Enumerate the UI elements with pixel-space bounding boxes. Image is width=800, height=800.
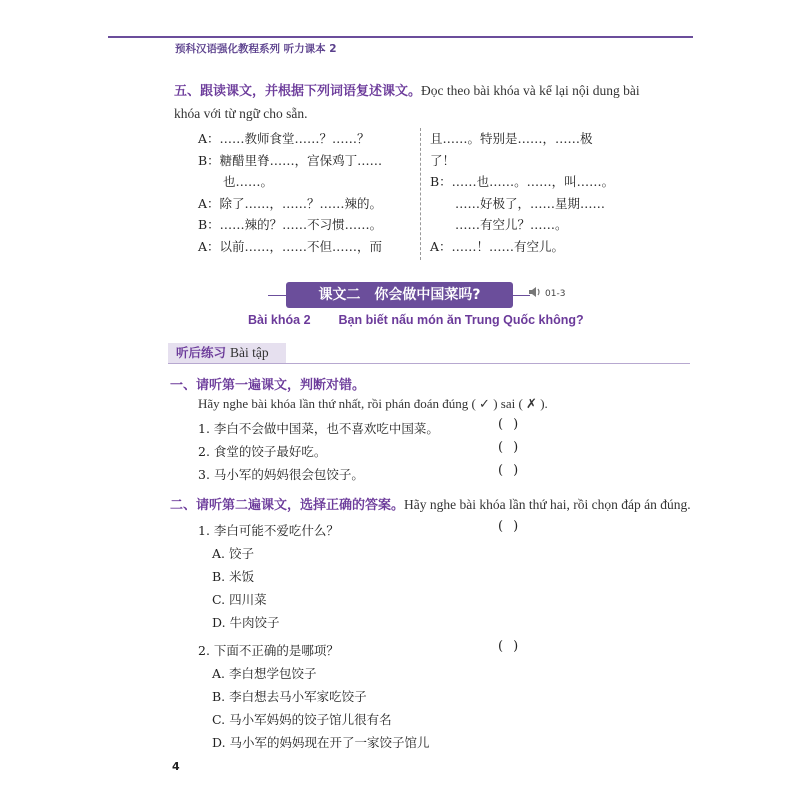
dialog-line: A：……！……有空儿。 bbox=[430, 238, 565, 254]
answer-blank[interactable]: () bbox=[498, 463, 529, 478]
section-5-title-cn: 五、跟读课文，并根据下列词语复述课文。 bbox=[174, 84, 422, 99]
section-5-title-vn: Đọc theo bài khóa và kể lại nội dung bài khóa với từ ngữ cho sẵn. bbox=[174, 83, 640, 121]
dialog-line: 也……。 bbox=[198, 174, 274, 189]
answer-blank[interactable]: () bbox=[498, 519, 529, 534]
dialog-line: B：糖醋里脊……，宫保鸡丁…… bbox=[198, 152, 383, 168]
answer-blank[interactable]: () bbox=[498, 639, 529, 654]
answer-option: B. 米饭 bbox=[212, 569, 255, 584]
audio-code: 01-3 bbox=[545, 288, 566, 299]
answer-blank[interactable]: () bbox=[498, 440, 529, 455]
dialog-line: 且……。特别是……，……极 bbox=[430, 131, 593, 146]
dialog-line: ……有空儿？……。 bbox=[430, 217, 568, 232]
dialog-line: 了！ bbox=[430, 152, 456, 168]
dialog-divider bbox=[420, 128, 421, 260]
dialog-line: B：……辣的？……不习惯……。 bbox=[198, 217, 383, 232]
practice-rule bbox=[168, 363, 690, 364]
answer-option: C. 马小军妈妈的饺子馆儿很有名 bbox=[212, 712, 392, 727]
answer-option: A. 饺子 bbox=[212, 546, 254, 561]
dialog-line: A：……教师食堂……？……？ bbox=[198, 131, 370, 146]
audio-track[interactable] bbox=[528, 286, 565, 301]
part-1-instruction: Hãy nghe bài khóa lần thứ nhất, rồi phán đoán đúng ( ✓ ) sai ( ✗ ). bbox=[198, 396, 548, 411]
answer-option: A. 李白想学包饺子 bbox=[212, 666, 317, 681]
dialog-line: ……好极了，……星期…… bbox=[430, 195, 606, 211]
dialog-line: A：以前……，……不但……，而 bbox=[198, 238, 383, 254]
header-rule bbox=[108, 36, 693, 38]
part-2-title bbox=[170, 494, 691, 513]
speaker-icon[interactable] bbox=[528, 286, 542, 301]
part-1-title: 一、请听第一遍课文，判断对错。 bbox=[170, 378, 366, 393]
answer-option: D. 牛肉饺子 bbox=[212, 615, 280, 630]
part-2-title-vn: Hãy nghe bài khóa lần thứ hai, rồi chọn đáp án đúng. bbox=[404, 497, 691, 512]
dialog-right-column bbox=[430, 128, 614, 257]
part-1-item: 3. 马小军的妈妈很会包饺子。 bbox=[198, 467, 364, 482]
part-2-title-cn: 二、请听第二遍课文，选择正确的答案。 bbox=[170, 498, 405, 513]
answer-option: C. 四川菜 bbox=[212, 592, 267, 607]
lesson-subtitle bbox=[248, 313, 584, 327]
section-5-title bbox=[174, 80, 644, 126]
part-2-question: 1. 李白可能不爱吃什么？ bbox=[198, 523, 339, 538]
dialog-line: B：……也……。……，叫……。 bbox=[430, 174, 615, 189]
practice-label-cn: 听后练习 bbox=[176, 345, 227, 360]
answer-option: B. 李白想去马小军家吃饺子 bbox=[212, 689, 367, 704]
answer-blank[interactable]: () bbox=[498, 417, 529, 432]
dialog-line: A：除了……，……？……辣的。 bbox=[198, 195, 383, 211]
header-title: 预科汉语强化教程系列 听力课本 2 bbox=[175, 43, 337, 55]
part-1-item: 1. 李白不会做中国菜，也不喜欢吃中国菜。 bbox=[198, 421, 439, 436]
lesson-title-vn: Bạn biết nấu món ăn Trung Quốc không? bbox=[338, 313, 584, 327]
part-2-question: 2. 下面不正确的是哪项？ bbox=[198, 643, 339, 658]
lesson-label-vn: Bài khóa 2 bbox=[248, 313, 311, 327]
practice-label-vn: Bài tập bbox=[230, 345, 269, 360]
lesson-title-banner: 课文二 你会做中国菜吗? bbox=[286, 282, 513, 308]
answer-option: D. 马小军的妈妈现在开了一家饺子馆儿 bbox=[212, 735, 430, 750]
page-number: 4 bbox=[172, 760, 180, 773]
dialog-left-column bbox=[198, 128, 382, 257]
practice-tab bbox=[168, 343, 286, 363]
part-1-item: 2. 食堂的饺子最好吃。 bbox=[198, 444, 327, 459]
